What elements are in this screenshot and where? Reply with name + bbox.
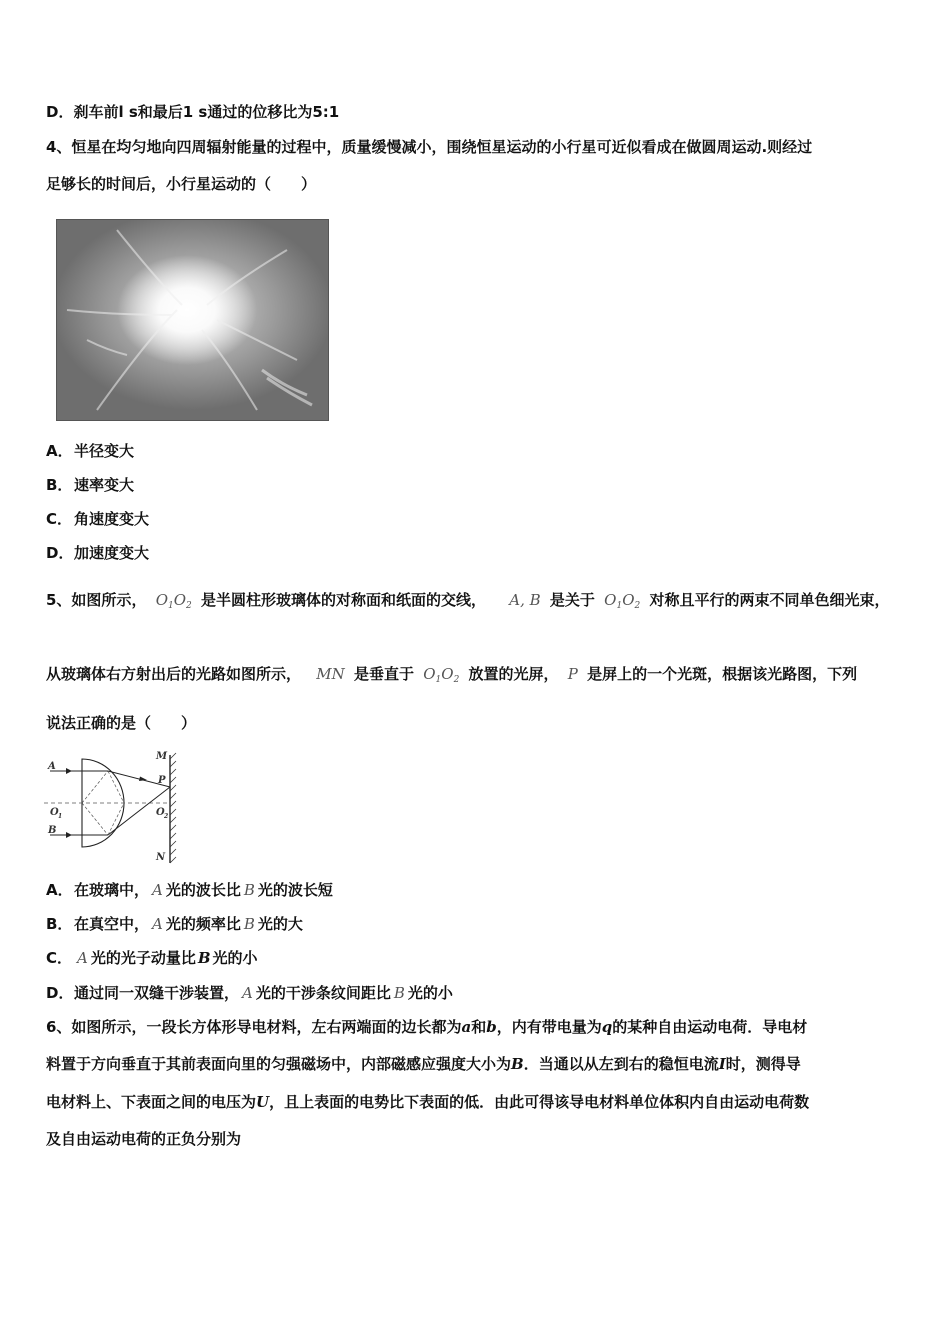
symbol-a: A: [152, 881, 163, 899]
option-text: 光的波长短: [257, 881, 333, 899]
q6-text: 电材料上、下表面之间的电压为: [46, 1093, 257, 1111]
symbol-o1o2: $O_1O_2$: [423, 665, 460, 685]
q6-text: 6、如图所示，一段长方体形导电材料，左右两端面的边长都为: [46, 1018, 462, 1036]
label-a: A: [48, 761, 56, 772]
symbol-a: A: [77, 949, 88, 967]
symbol-a: A: [242, 984, 253, 1002]
option-letter: B．: [46, 476, 73, 494]
option-text: 在玻璃中，: [74, 881, 150, 899]
q5-text: 从玻璃体右方射出后的光路如图所示，: [46, 665, 302, 683]
q5-option-b: [46, 914, 303, 934]
symbol-b: B: [243, 915, 255, 933]
q5-text: 5、如图所示，: [46, 591, 147, 609]
symbol-o1o2: $O_1O_2$: [604, 591, 641, 611]
q5-text: 是垂直于: [353, 665, 414, 683]
option-text: 光的频率比: [165, 915, 241, 933]
var-i: I: [718, 1055, 726, 1073]
label-m: M: [156, 751, 168, 762]
q5-stem-line2: [46, 664, 857, 690]
option-text: 通过同一双缝干涉装置，: [74, 984, 240, 1002]
var-b-field: B: [511, 1055, 524, 1073]
ray-a-arrow: [66, 768, 72, 774]
label-n: N: [156, 852, 166, 863]
option-text: 光的小: [212, 949, 258, 967]
option-letter: D．: [46, 984, 74, 1002]
label-o1: O: [50, 807, 59, 818]
label-o2-sub: 2: [164, 813, 169, 820]
option-letter: D．: [46, 544, 74, 562]
screen-hatching: [170, 753, 176, 863]
option-text: 在真空中，: [74, 915, 150, 933]
option-text: 速率变大: [74, 476, 135, 494]
q6-text: 和: [471, 1018, 487, 1036]
q5-text: 是屏上的一个光斑，根据该光路图，下列: [587, 665, 858, 683]
label-o2: O: [156, 807, 165, 818]
ray-b-arrow: [66, 832, 72, 838]
symbol-a: A: [152, 915, 163, 933]
option-text: 光的小: [407, 984, 453, 1002]
option-text: 角速度变大: [74, 510, 150, 528]
q4-option-a: [46, 441, 134, 461]
q6-stem-line2: [46, 1054, 801, 1074]
q5-option-d: [46, 983, 453, 1003]
q4-stem-line1: 4、恒星在均匀地向四周辐射能量的过程中，质量缓慢减小，围绕恒星运动的小行星可近似看成在做圆周运动.则经过: [46, 138, 813, 156]
option-text: 半径变大: [74, 442, 135, 460]
var-b: b: [486, 1018, 497, 1036]
q5-text: 是关于: [549, 591, 595, 609]
q6-stem-line4: 及自由运动电荷的正负分别为: [46, 1130, 242, 1148]
q5-stem-line1: [46, 590, 890, 616]
symbol-p: P: [567, 665, 578, 683]
symbol-b: B: [197, 949, 211, 967]
label-p: P: [158, 775, 166, 786]
option-text: 光的光子动量比: [90, 949, 196, 967]
q5-option-c: [46, 948, 258, 968]
star-radiation-photo: [56, 219, 329, 421]
q5-stem-line3: 说法正确的是（ ）: [46, 714, 197, 732]
option-letter: B．: [46, 915, 73, 933]
option-letter: C．: [46, 510, 73, 528]
q6-text: 时，测得导: [725, 1055, 801, 1073]
photo-streaks: [57, 220, 328, 420]
q5-option-a: [46, 880, 333, 900]
var-a: a: [461, 1018, 472, 1036]
var-q: q: [601, 1018, 613, 1036]
q6-stem-line1: [46, 1017, 807, 1037]
symbol-ab: A, B: [509, 591, 541, 609]
symbol-mn: MN: [316, 665, 345, 683]
symbol-b: B: [393, 984, 405, 1002]
q5-text: 是半圆柱形玻璃体的对称面和纸面的交线，: [201, 591, 487, 609]
label-b: B: [48, 825, 57, 836]
label-o1-sub: 1: [58, 813, 63, 820]
q6-text: 料置于方向垂直于其前表面向里的匀强磁场中，内部磁感应强度大小为: [46, 1055, 512, 1073]
q4-stem-line2: 足够长的时间后，小行星运动的（ ）: [46, 175, 317, 193]
symbol-o1o2: $O_1O_2$: [155, 591, 192, 611]
option-text: 光的波长比: [165, 881, 241, 899]
q6-text: 的某种自由运动电荷．导电材: [612, 1018, 808, 1036]
q5-text: 放置的光屏，: [468, 665, 559, 683]
q6-text: ，且上表面的电势比下表面的低．由此可得该导电材料单位体积内自由运动电荷数: [269, 1093, 810, 1111]
q4-option-b: [46, 475, 134, 495]
q6-text: ．当通以从左到右的稳恒电流: [523, 1055, 719, 1073]
q6-text: ，内有带电量为: [496, 1018, 602, 1036]
symbol-b: B: [243, 881, 255, 899]
option-letter: C．: [46, 949, 73, 967]
optics-diagram: [44, 747, 194, 869]
q3-option-d: D．刹车前l s和最后1 s通过的位移比为5:1: [46, 103, 340, 121]
option-text: 光的大: [257, 915, 303, 933]
q4-option-d: [46, 543, 149, 563]
var-u: U: [256, 1093, 270, 1111]
q5-text: 对称且平行的两束不同单色细光束，: [649, 591, 890, 609]
option-text: 光的干涉条纹间距比: [255, 984, 391, 1002]
option-text: 加速度变大: [74, 544, 150, 562]
option-letter: A．: [46, 442, 73, 460]
q4-option-c: [46, 509, 149, 529]
option-letter: A．: [46, 881, 73, 899]
q6-stem-line3: [46, 1092, 809, 1112]
